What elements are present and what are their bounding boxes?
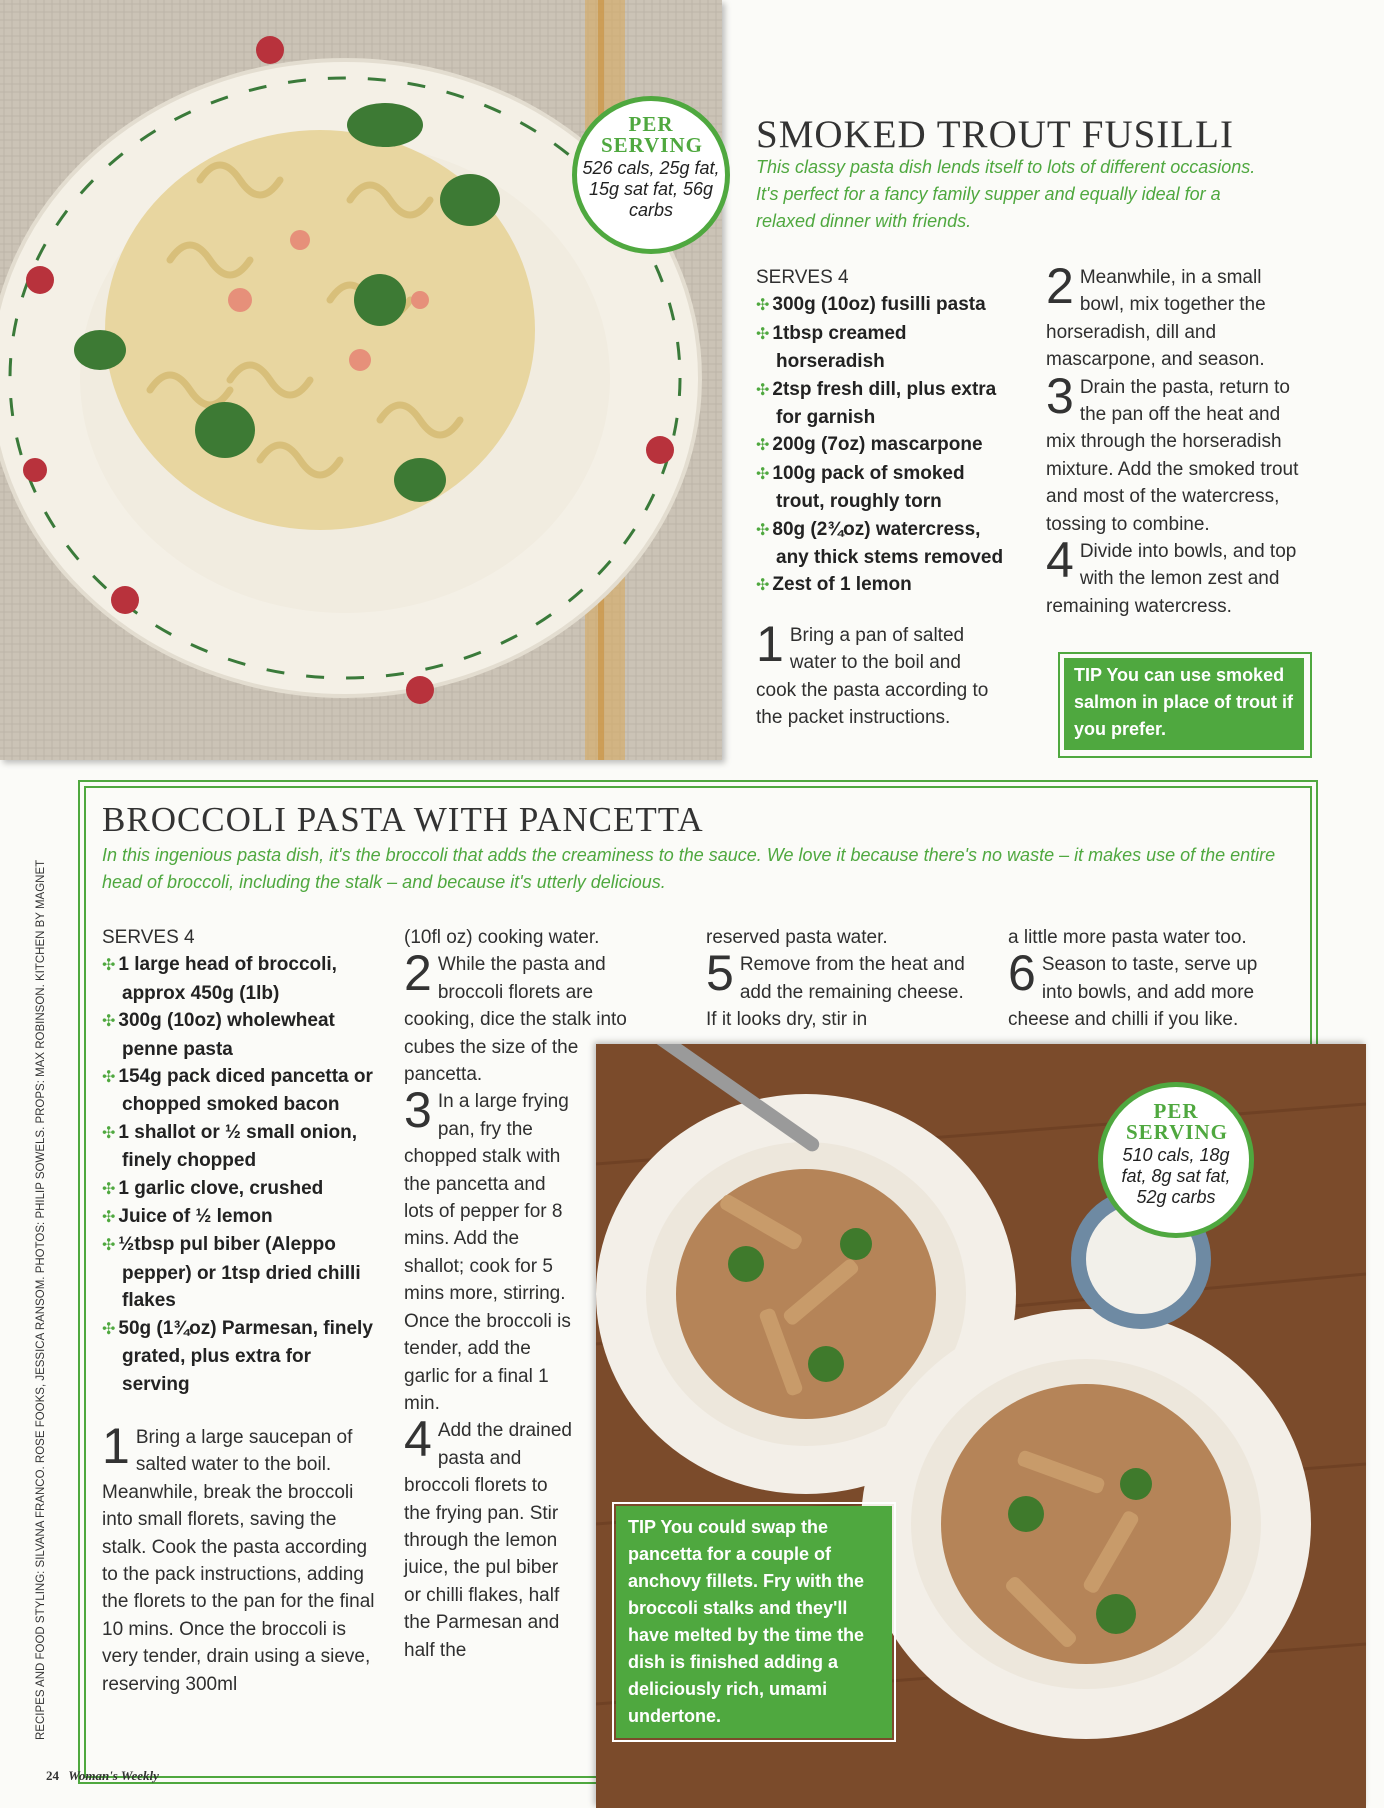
recipe2-tip: TIP You could swap the pancetta for a couple of anchovy fillets. Fry with the broccoli stalks and they'll have melted by the time the dish is finished adding a deliciously rich, umami undertone. [616,1506,892,1738]
bullet-icon: ✣ [102,1124,116,1142]
method-step: 5 Remove from the heat and add the remaining cheese. If it looks dry, stir in [706,945,965,1031]
ingredient-item: ✣ 100g pack of smoked trout, roughly torn [756,462,965,513]
recipe1-tip: TIP You can use smoked salmon in place of trout if you prefer. [1064,658,1304,750]
bullet-icon: ✣ [102,1180,116,1198]
ingredient-item: ✣ 50g (1¾oz) Parmesan, finely grated, plus extra for serving [102,1317,373,1395]
ingredient-item: ✣ 1 garlic clove, crushed [102,1177,324,1199]
recipe1-intro: This classy pasta dish lends itself to lots of different occasions. It's perfect for a fancy family supper and equally ideal for a relaxed dinner with friends. [756,157,1256,231]
bullet-icon: ✣ [102,1013,116,1031]
ingredient-item: ✣ Juice of ½ lemon [102,1206,273,1228]
recipe1-nutrition-badge [572,96,730,254]
bullet-icon: ✣ [102,1069,116,1087]
bullet-icon: ✣ [756,437,770,455]
step5-continued: a little more pasta water too. [1008,927,1247,948]
bullet-icon: ✣ [756,381,770,399]
badge-text: 526 cals, 25g fat, 15g sat fat, 56g carbs [582,158,720,220]
magazine-name: Woman's Weekly [68,1768,159,1783]
recipe2-intro: In this ingenious pasta dish, it's the broccoli that adds the creaminess to the sauce. We love it because there's no waste – it makes use of the entire head of broccoli, including the stalk – and because it's utterly delicious. [102,845,1276,892]
method-step: 1 Bring a pan of salted water to the boil and cook the pasta according to the packet instructions. [756,615,989,729]
ingredient-item: ✣ 300g (10oz) wholewheat penne pasta [102,1010,335,1060]
ingredient-item: ✣ ½tbsp pul biber (Aleppo pepper) or 1tsp dried chilli flakes [102,1234,361,1312]
bullet-icon: ✣ [102,1209,116,1227]
page-footer [46,1768,159,1784]
serves-label: SERVES 4 [756,267,849,288]
ingredient-item: ✣ Zest of 1 lemon [756,574,912,596]
recipe1-ingredients-column [756,264,1006,732]
badge-text: 510 cals, 18g fat, 8g sat fat, 52g carbs [1121,1145,1231,1207]
method-step: 2 Meanwhile, in a small bowl, mix together the horseradish, dill and mascarpone, and season. [1046,258,1266,371]
ingredient-item: ✣ 154g pack diced pancetta or chopped smoked bacon [102,1066,373,1116]
method-step: 6 Season to taste, serve up into bowls, and add more cheese and chilli if you like. [1008,945,1258,1031]
step1-continued: (10fl oz) cooking water. [404,927,600,948]
method-step: 1 Bring a large saucepan of salted water to the boil. Meanwhile, break the broccoli into small florets, saving the stalk. Cook the pasta according to the pack instructions, adding the florets to the pan for the final 10 mins. Once the broccoli is very tender, drain using a sieve, reserving 300ml [102,1417,375,1695]
ingredient-item: ✣ 2tsp fresh dill, plus extra for garnish [756,378,997,429]
recipe2-nutrition-badge [1098,1082,1254,1238]
photo-credits: RECIPES AND FOOD STYLING: SILVANA FRANCO. ROSE FOOKS, JESSICA RANSOM. PHOTOS: PHILIP SOWELS. PROPS: MAX ROBINSON. KITCHEN BY MAGNET [35,859,47,1740]
ingredient-item: ✣ 1tbsp creamed horseradish [756,322,907,373]
bullet-icon: ✣ [756,577,770,595]
serves-label: SERVES 4 [102,927,195,948]
bullet-icon: ✣ [756,325,770,343]
recipe2-method-column-3 [706,924,974,1034]
method-step: 3 In a large frying pan, fry the chopped stalk with the pancetta and lots of pepper for 8 mins. Add the shallot; cook for 5 mins more, stirring. Once the broccoli is tender, add the garlic for a final 1 min. [404,1082,571,1414]
recipe1-title: SMOKED TROUT FUSILLI [756,113,1234,156]
recipe2-title: BROCCOLI PASTA WITH PANCETTA [102,800,704,839]
method-step: 4 Divide into bowls, and top with the lemon zest and remaining watercress. [1046,532,1297,617]
ingredient-item: ✣ 200g (7oz) mascarpone [756,434,983,456]
badge-title: PER SERVING [601,112,703,157]
badge-title: PER SERVING [1126,1099,1228,1144]
ingredient-item: ✣ 300g (10oz) fusilli pasta [756,294,986,316]
bullet-icon: ✣ [756,465,770,483]
method-step: 4 Add the drained pasta and broccoli florets to the frying pan. Stir through the lemon juice, the pul biber or chilli flakes, half the Parmesan and half the [404,1411,572,1661]
bullet-icon: ✣ [756,521,770,539]
step4-continued: reserved pasta water. [706,927,888,948]
method-step: 3 Drain the pasta, return to the pan off the heat and mix through the horseradish mixture. Add the smoked trout and most of the watercress, tossing to combine. [1046,367,1299,535]
ingredient-item: ✣ 1 large head of broccoli, approx 450g (1lb) [102,954,337,1004]
bullet-icon: ✣ [102,1237,116,1255]
bullet-icon: ✣ [102,957,116,975]
bullet-icon: ✣ [102,1320,116,1338]
recipe2-ingredients-column [102,924,380,1698]
ingredient-item: ✣ 80g (2¾oz) watercress, any thick stems removed [756,518,1004,569]
recipe1-method-column [1046,258,1304,620]
page-number: 24 [46,1768,59,1783]
recipe2-method-column-4 [1008,924,1288,1034]
bullet-icon: ✣ [756,297,770,315]
ingredient-item: ✣ 1 shallot or ½ small onion, finely chopped [102,1121,358,1172]
method-step: 2 While the pasta and broccoli florets are cooking, dice the stalk into cubes the size of the pancetta. [404,945,627,1086]
